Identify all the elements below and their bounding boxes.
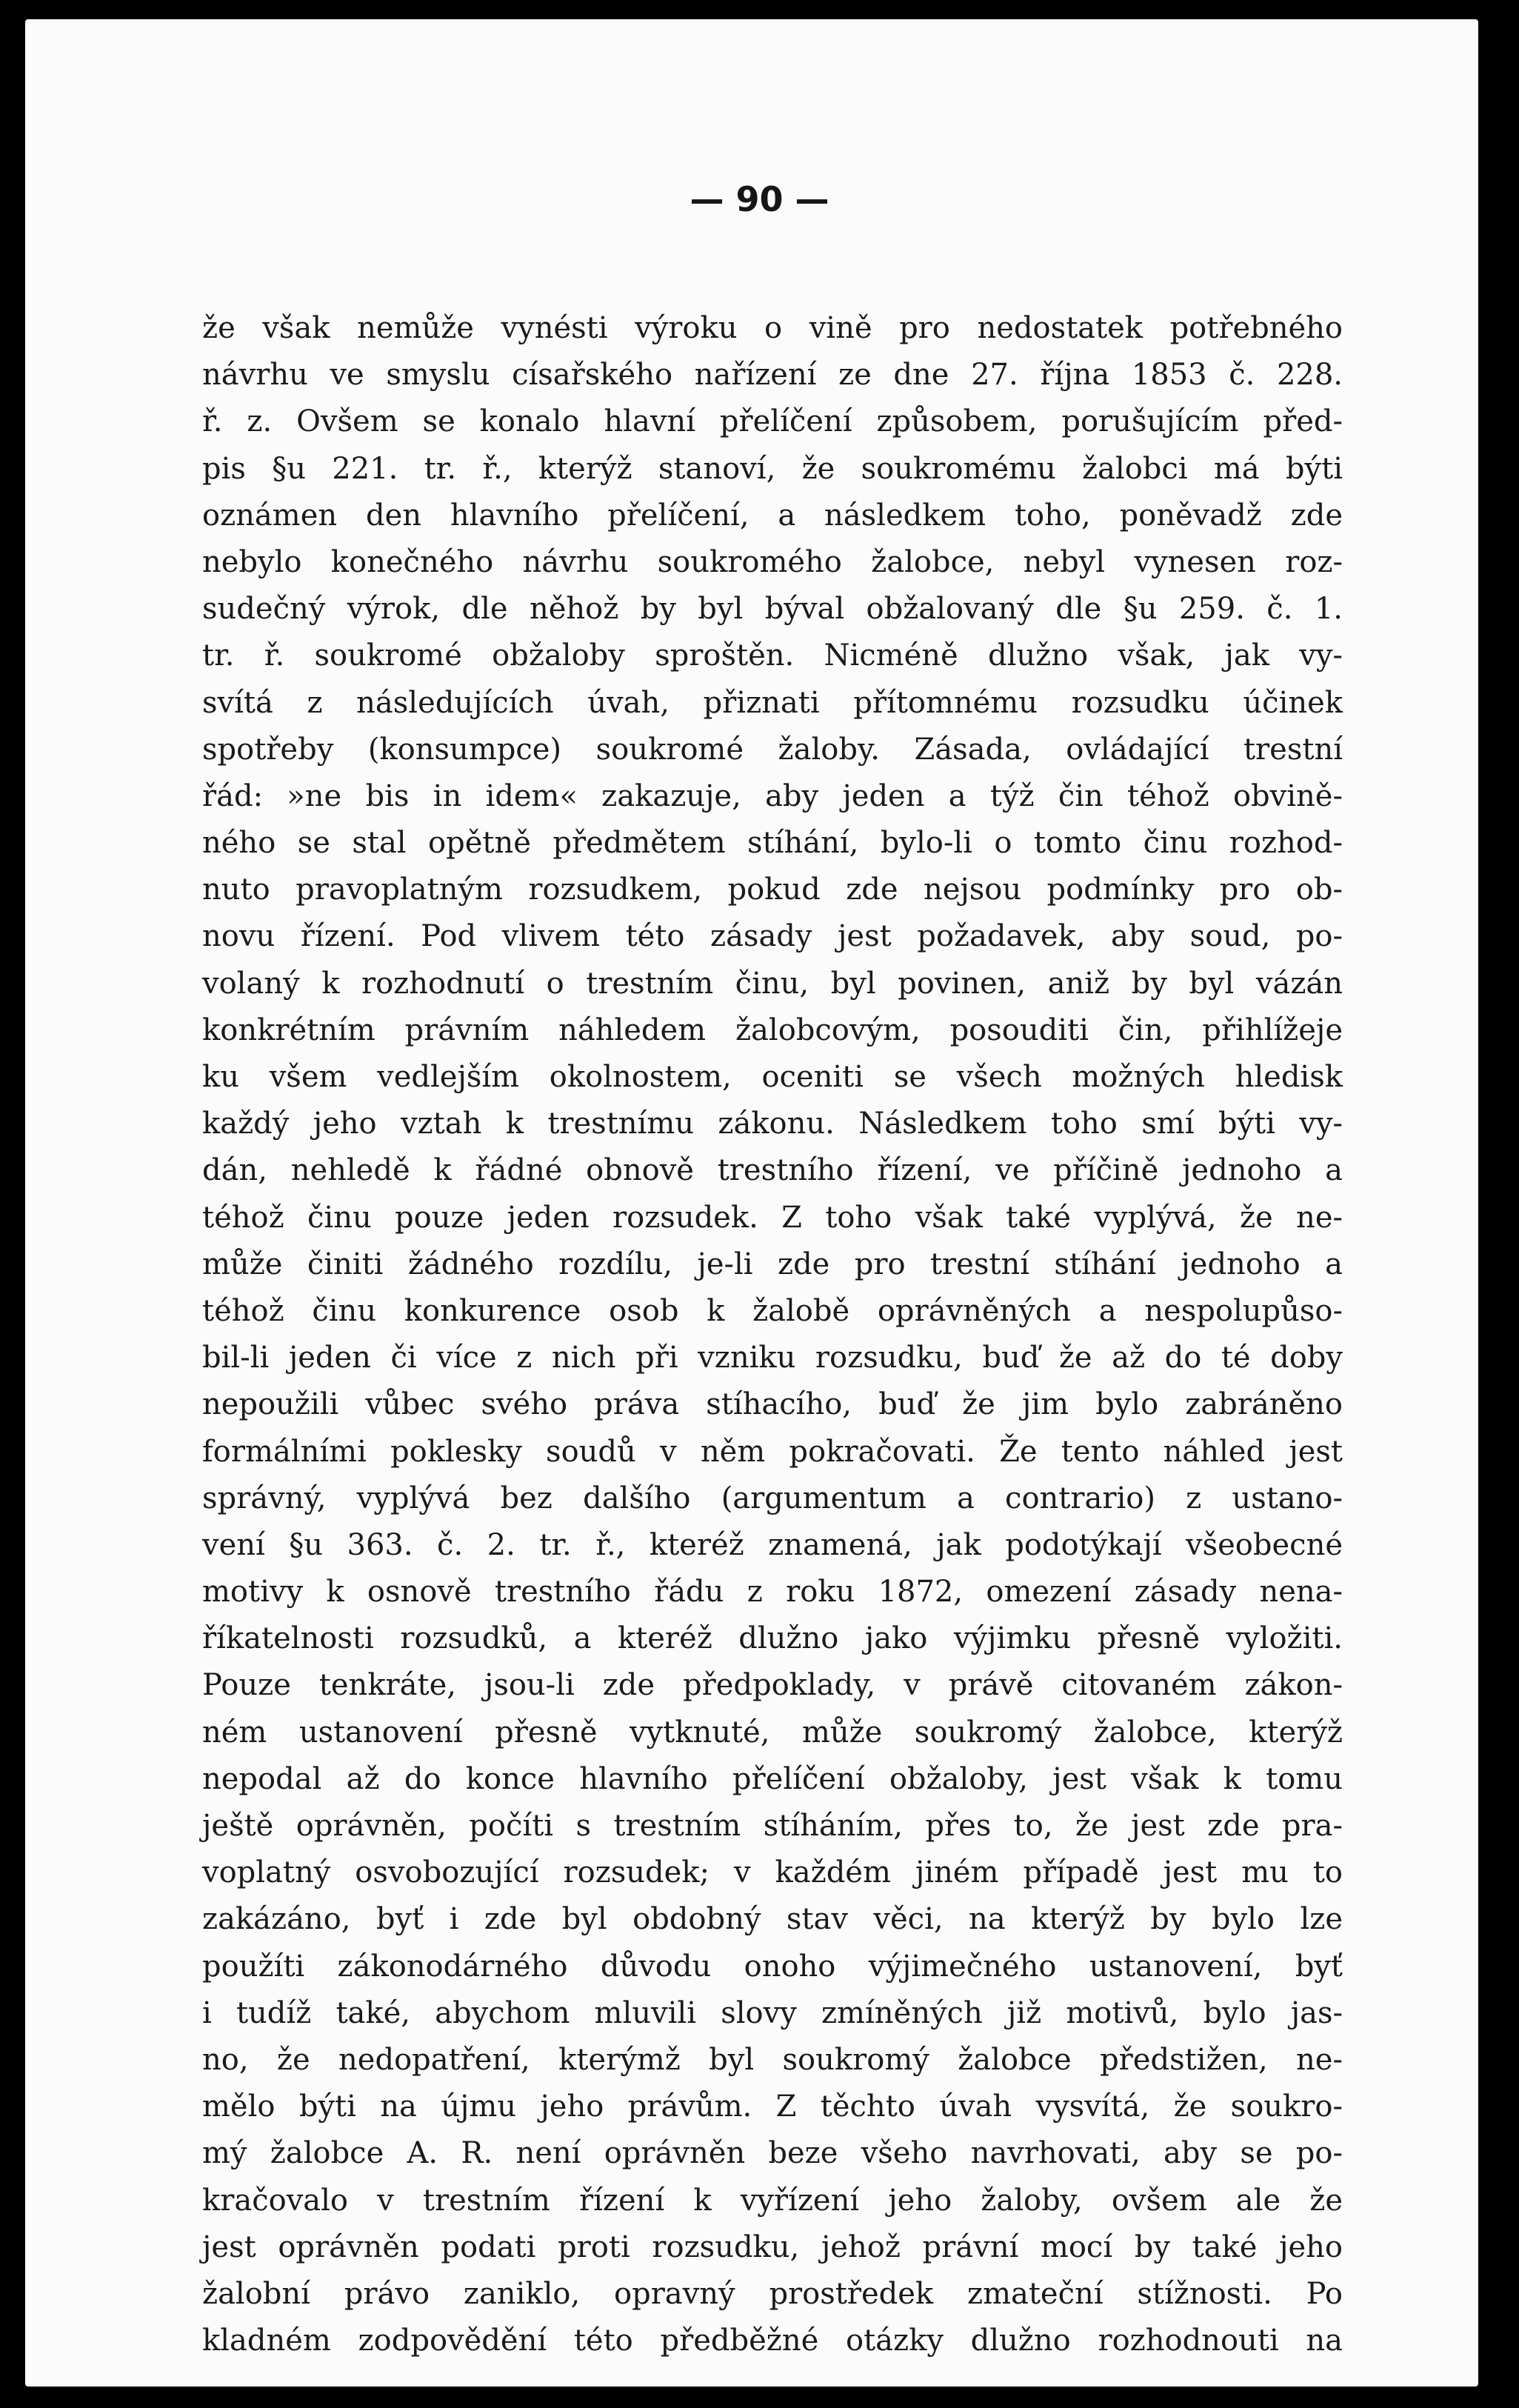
- text-line: i tudíž také, abychom mluvili slovy zmíněných již motivů, bylo jas-: [202, 1995, 1343, 2030]
- text-line: dán, nehledě k řádné obnově trestního řízení, ve příčině jednoho a: [202, 1153, 1343, 1188]
- text-line: Pouze tenkráte, jsou-li zde předpoklady, v právě citovaném zákon-: [202, 1668, 1343, 1703]
- text-line: téhož činu pouze jeden rozsudek. Z toho však také vyplývá, že ne-: [202, 1200, 1343, 1235]
- text-line: pis §u 221. tr. ř., kterýž stanoví, že soukromému žalobci má býti: [202, 451, 1343, 486]
- text-line: ném ustanovení přesně vytknuté, může soukromý žalobce, kterýž: [202, 1715, 1343, 1750]
- text-line: voplatný osvobozující rozsudek; v každém jiném případě jest mu to: [202, 1855, 1343, 1890]
- text-line: no, že nedopatření, kterýmž byl soukromý žalobce předstižen, ne-: [202, 2042, 1343, 2077]
- text-line: spotřeby (konsumpce) soukromé žaloby. Zásada, ovládající trestní: [202, 732, 1343, 767]
- text-line: tr. ř. soukromé obžaloby sproštěn. Nicméně dlužno však, jak vy-: [202, 638, 1343, 673]
- text-line: mělo býti na újmu jeho právům. Z těchto úvah vysvítá, že soukro-: [202, 2090, 1343, 2124]
- text-line: formálními poklesky soudů v něm pokračovati. Že tento náhled jest: [202, 1434, 1343, 1469]
- text-line: říkatelnosti rozsudků, a kteréž dlužno jako výjimku přesně vyložiti.: [202, 1621, 1343, 1656]
- text-line: řád: »ne bis in idem« zakazuje, aby jeden a týž čin téhož obvině-: [202, 778, 1343, 813]
- text-line: oznámen den hlavního přelíčení, a následkem toho, poněvadž zde: [202, 498, 1343, 533]
- text-line: ného se stal opětně předmětem stíhání, bylo-li o tomto činu rozhod-: [202, 826, 1343, 861]
- text-line: správný, vyplývá bez dalšího (argumentum a contrario) z ustano-: [202, 1481, 1343, 1515]
- body-text: [202, 305, 1343, 2364]
- text-line: návrhu ve smyslu císařského nařízení ze dne 27. října 1853 č. 228.: [202, 358, 1343, 393]
- text-line: nuto pravoplatným rozsudkem, pokud zde nejsou podmínky pro ob-: [202, 873, 1343, 907]
- text-line: kladném zodpovědění této předběžné otázky dlužno rozhodnouti na: [202, 2324, 1343, 2358]
- text-line: novu řízení. Pod vlivem této zásady jest požadavek, aby soud, po-: [202, 919, 1343, 954]
- text-line: žalobní právo zaniklo, opravný prostředek zmateční stížnosti. Po: [202, 2276, 1343, 2311]
- text-line: ř. z. Ovšem se konalo hlavní přelíčení způsobem, porušujícím před-: [202, 404, 1343, 439]
- text-line: nepoužili vůbec svého práva stíhacího, buď že jim bylo zabráněno: [202, 1387, 1343, 1422]
- text-line: bil-li jeden či více z nich při vzniku rozsudku, buď že až do té doby: [202, 1341, 1343, 1375]
- text-line: použíti zákonodárného důvodu onoho výjimečného ustanovení, byť: [202, 1949, 1343, 1984]
- page-number: — 90 —: [690, 179, 829, 219]
- text-line: každý jeho vztah k trestnímu zákonu. Následkem toho smí býti vy-: [202, 1107, 1343, 1141]
- text-line: že však nemůže vynésti výroku o vině pro nedostatek potřebného: [202, 311, 1343, 345]
- text-line: nebylo konečného návrhu soukromého žalobce, nebyl vynesen roz-: [202, 544, 1343, 579]
- text-line: jest oprávněn podati proti rozsudku, jehož právní mocí by také jeho: [202, 2229, 1343, 2264]
- text-line: konkrétním právním náhledem žalobcovým, posouditi čin, přihlížeje: [202, 1013, 1343, 1047]
- text-line: volaný k rozhodnutí o trestním činu, byl povinen, aniž by byl vázán: [202, 966, 1343, 1001]
- text-line: nepodal až do konce hlavního přelíčení obžaloby, jest však k tomu: [202, 1761, 1343, 1796]
- text-line: svítá z následujících úvah, přiznati přítomnému rozsudku účinek: [202, 685, 1343, 720]
- text-line: zakázáno, byť i zde byl obdobný stav věci, na kterýž by bylo lze: [202, 1902, 1343, 1937]
- text-line: ku všem vedlejším okolnostem, oceniti se všech možných hledisk: [202, 1060, 1343, 1094]
- text-line: kračovalo v trestním řízení k vyřízení jeho žaloby, ovšem ale že: [202, 2183, 1343, 2218]
- text-line: ještě oprávněn, počíti s trestním stíháním, přes to, že jest zde pra-: [202, 1809, 1343, 1843]
- text-line: mý žalobce A. R. není oprávněn beze všeho navrhovati, aby se po-: [202, 2136, 1343, 2171]
- text-line: vení §u 363. č. 2. tr. ř., kteréž znamená, jak podotýkají všeobecné: [202, 1527, 1343, 1562]
- text-line: motivy k osnově trestního řádu z roku 1872, omezení zásady nena-: [202, 1575, 1343, 1610]
- text-line: téhož činu konkurence osob k žalobě oprávněných a nespolupůso-: [202, 1293, 1343, 1328]
- text-line: sudečný výrok, dle něhož by byl býval obžalovaný dle §u 259. č. 1.: [202, 592, 1343, 627]
- text-line: může činiti žádného rozdílu, je-li zde pro trestní stíhání jednoho a: [202, 1247, 1343, 1281]
